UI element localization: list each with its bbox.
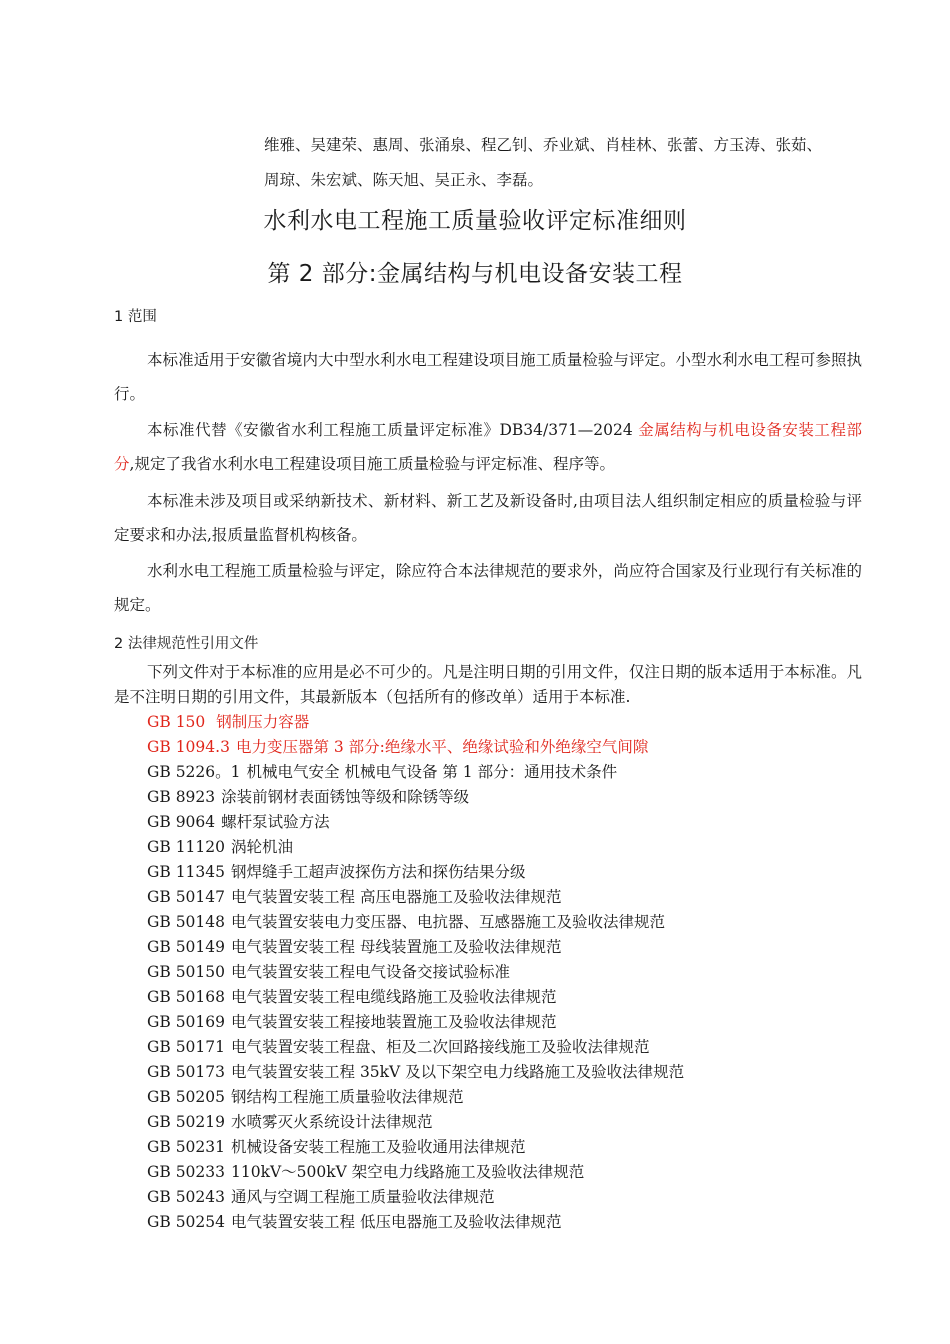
document-subtitle: 第 2 部分:金属结构与机电设备安装工程 (267, 261, 683, 287)
reference-code: GB 50169 (147, 1013, 226, 1031)
reference-code: GB 1094.3 (147, 738, 230, 756)
reference-code: GB 5226。1 (147, 763, 241, 781)
reference-code: GB 50219 (147, 1113, 226, 1131)
para-2-text-a: 本标准代替《安徽省水利工程施工质量评定标准》DB34/371—2024 (147, 421, 639, 439)
reference-code: GB 50147 (147, 888, 226, 906)
reference-title: 通风与空调工程施工质量验收法律规范 (231, 1188, 495, 1206)
reference-title: 110kV～500kV 架空电力线路施工及验收法律规范 (231, 1163, 585, 1181)
reference-item (147, 835, 684, 860)
reference-title: 电气装置安装工程电气设备交接试验标准 (231, 963, 511, 981)
para-2-text-b: ,规定了我省水利水电工程建设项目施工质量检验与评定标准、程序等。 (129, 455, 615, 473)
section-2-heading: 2 法律规范性引用文件 (114, 636, 259, 652)
reference-title: 钢焊缝手工超声波探伤方法和探伤结果分级 (231, 863, 526, 881)
reference-code: GB 8923 (147, 788, 216, 806)
reference-item (147, 735, 684, 760)
reference-list (147, 710, 684, 1235)
section-1-paragraph-4: 水利水电工程施工质量检验与评定，除应符合本法律规范的要求外，尚应符合国家及行业现行有关标准的规定。 (114, 562, 862, 614)
reference-item (147, 1085, 684, 1110)
contributors-list (264, 128, 904, 198)
reference-item (147, 1010, 684, 1035)
reference-code: GB 9064 (147, 813, 216, 831)
section-1-paragraph-1: 本标准适用于安徽省境内大中型水利水电工程建设项目施工质量检验与评定。小型水利水电工程可参照执行。 (114, 351, 862, 403)
reference-code: GB 50150 (147, 963, 226, 981)
section-1-heading: 1 范围 (114, 309, 157, 325)
reference-title: 电力变压器第 3 部分:绝缘水平、绝缘试验和外绝缘空气间隙 (235, 738, 649, 756)
reference-title: 电气装置安装工程 高压电器施工及验收法律规范 (231, 888, 562, 906)
reference-title: 机械电气安全 机械电气设备 第 1 部分：通用技术条件 (246, 763, 618, 781)
reference-title: 电气装置安装电力变压器、电抗器、互感器施工及验收法律规范 (231, 913, 666, 931)
reference-title: 电气装置安装工程 35kV 及以下架空电力线路施工及验收法律规范 (231, 1063, 685, 1081)
reference-item (147, 910, 684, 935)
reference-item (147, 785, 684, 810)
reference-code: GB 50149 (147, 938, 226, 956)
contributors-line-2: 周琼、朱宏斌、陈天旭、吴正永、李磊。 (264, 171, 544, 189)
reference-code: GB 150 (147, 713, 206, 731)
reference-title: 螺杆泵试验方法 (221, 813, 330, 831)
reference-code: GB 50243 (147, 1188, 226, 1206)
para-2-highlight: 金属结构与机电设备安装工程部分 (114, 421, 862, 473)
reference-code: GB 50205 (147, 1088, 226, 1106)
contributors-line-1: 维雅、吴建荣、惠周、张涌泉、程乙钊、乔业斌、肖桂林、张蕾、方玉涛、张茹、 (264, 136, 823, 154)
reference-title: 涂装前钢材表面锈蚀等级和除锈等级 (221, 788, 470, 806)
section-1-paragraph-2 (114, 413, 862, 481)
reference-code: GB 50171 (147, 1038, 226, 1056)
reference-item (147, 960, 684, 985)
reference-code: GB 50231 (147, 1138, 226, 1156)
reference-title: 电气装置安装工程 母线装置施工及验收法律规范 (231, 938, 562, 956)
reference-title: 钢结构工程施工质量验收法律规范 (231, 1088, 464, 1106)
reference-title: 电气装置安装工程电缆线路施工及验收法律规范 (231, 988, 557, 1006)
reference-code: GB 11120 (147, 838, 226, 856)
reference-item (147, 860, 684, 885)
reference-item (147, 1160, 684, 1185)
reference-item (147, 710, 684, 735)
reference-item (147, 1060, 684, 1085)
reference-title: 电气装置安装工程接地装置施工及验收法律规范 (231, 1013, 557, 1031)
reference-item (147, 935, 684, 960)
reference-item (147, 1110, 684, 1135)
reference-code: GB 11345 (147, 863, 226, 881)
reference-item (147, 760, 684, 785)
reference-code: GB 50233 (147, 1163, 226, 1181)
reference-item (147, 1135, 684, 1160)
reference-item (147, 1185, 684, 1210)
section-2-paragraph: 下列文件对于本标准的应用是必不可少的。凡是注明日期的引用文件，仅注日期的版本适用于本标准。凡是不注明日期的引用文件，其最新版本（包括所有的修改单）适用于本标准. (114, 663, 862, 706)
reference-code: GB 50148 (147, 913, 226, 931)
reference-title: 水喷雾灭火系统设计法律规范 (231, 1113, 433, 1131)
reference-code: GB 50168 (147, 988, 226, 1006)
reference-title: 涡轮机油 (231, 838, 294, 856)
reference-title: 电气装置安装工程 低压电器施工及验收法律规范 (231, 1213, 562, 1231)
reference-item (147, 1210, 684, 1235)
section-1-paragraph-3: 本标准未涉及项目或采纳新技术、新材料、新工艺及新设备时,由项目法人组织制定相应的质量检验与评定要求和办法,报质量监督机构核备。 (114, 492, 862, 544)
reference-item (147, 985, 684, 1010)
reference-title: 电气装置安装工程盘、柜及二次回路接线施工及验收法律规范 (231, 1038, 650, 1056)
reference-item (147, 810, 684, 835)
reference-title: 钢制压力容器 (211, 713, 310, 731)
reference-code: GB 50173 (147, 1063, 226, 1081)
reference-item (147, 885, 684, 910)
document-title: 水利水电工程施工质量验收评定标准细则 (263, 208, 687, 234)
reference-code: GB 50254 (147, 1213, 226, 1231)
reference-title: 机械设备安装工程施工及验收通用法律规范 (231, 1138, 526, 1156)
reference-item (147, 1035, 684, 1060)
